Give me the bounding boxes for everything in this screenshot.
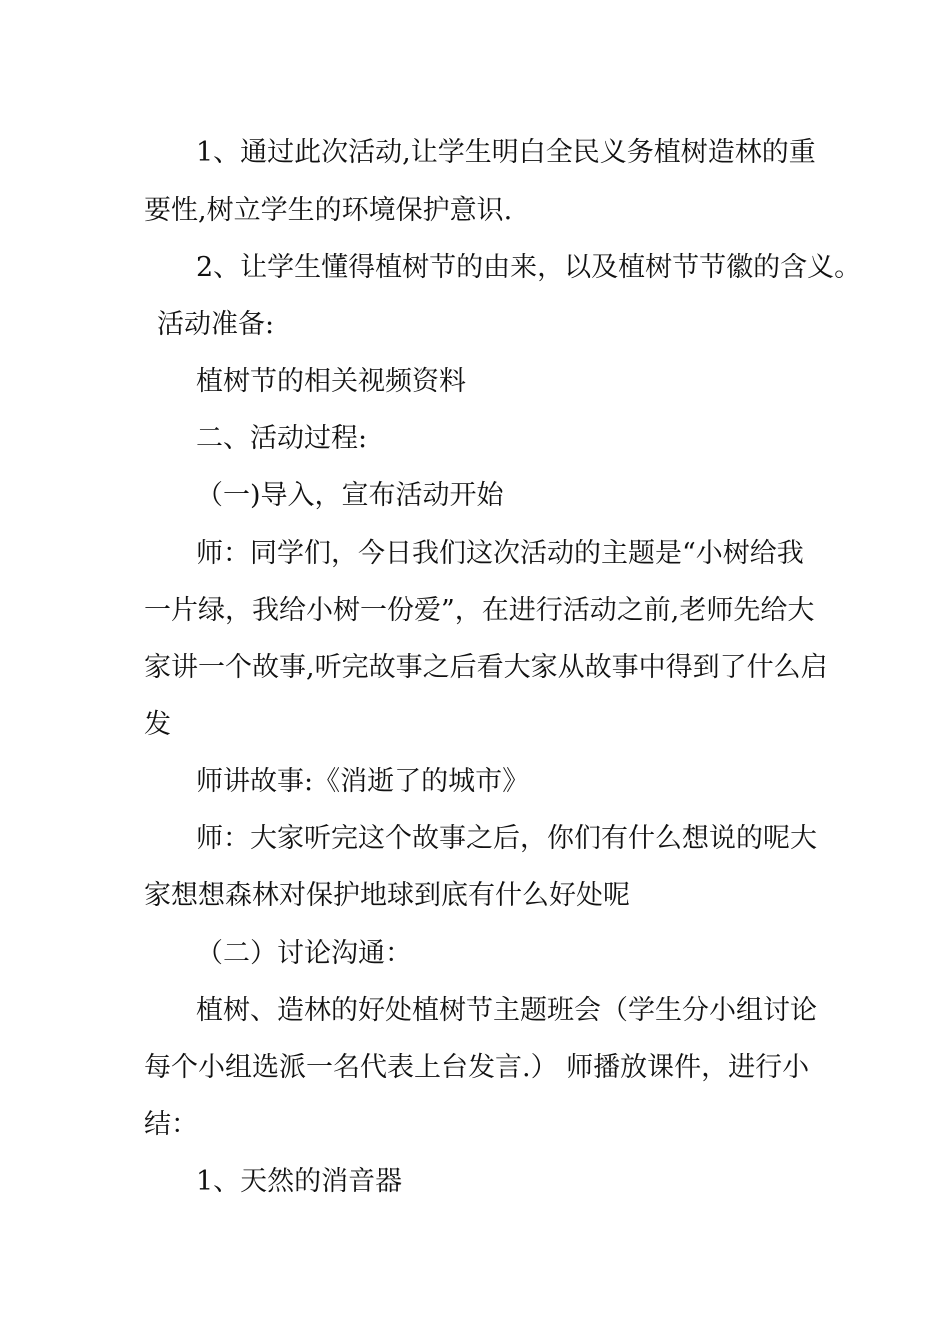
paragraph-line-benefits: 植树、造林的好处植树节主题班会（学生分小组讨论 [196,995,817,1026]
paragraph-line-teacher-2: 师：大家听完这个故事之后，你们有什么想说的呢大 [196,823,817,854]
paragraph-line-teacher-1-cont-3: 发 [144,709,171,740]
paragraph-line-goal-1: 1、通过此次活动,让学生明白全民义务植树造林的重 [196,137,816,168]
subsection-heading-discussion: （二）讨论沟通： [196,938,412,969]
section-heading-process: 二、活动过程: [196,423,368,454]
paragraph-line-teacher-1-cont-1: 一片绿，我给小树一份爱”，在进行活动之前,老师先给大 [144,595,815,626]
paragraph-line-materials: 植树节的相关视频资料 [196,366,466,397]
paragraph-line-teacher-1-cont-2: 家讲一个故事,听完故事之后看大家从故事中得到了什么启 [144,652,828,683]
paragraph-line-teacher-2-cont: 家想想森林对保护地球到底有什么好处呢 [144,880,630,911]
paragraph-line-goal-2: 2、让学生懂得植树节的由来，以及植树节节徽的含义。 [196,252,862,283]
list-item-silencer: 1、天然的消音器 [196,1166,403,1197]
paragraph-line-benefits-cont-1: 每个小组选派一名代表上台发言.） 师播放课件，进行小 [144,1052,810,1083]
section-heading-preparation: 活动准备: [157,309,275,340]
subsection-heading-intro: （一)导入，宣布活动开始 [196,480,504,511]
paragraph-line-teacher-1: 师：同学们，今日我们这次活动的主题是“小树给我 [196,538,804,569]
paragraph-line-goal-1-cont: 要性,树立学生的环境保护意识. [144,195,513,226]
paragraph-line-benefits-cont-2: 结： [144,1109,198,1140]
paragraph-line-story: 师讲故事:《消逝了的城市》 [196,766,530,797]
